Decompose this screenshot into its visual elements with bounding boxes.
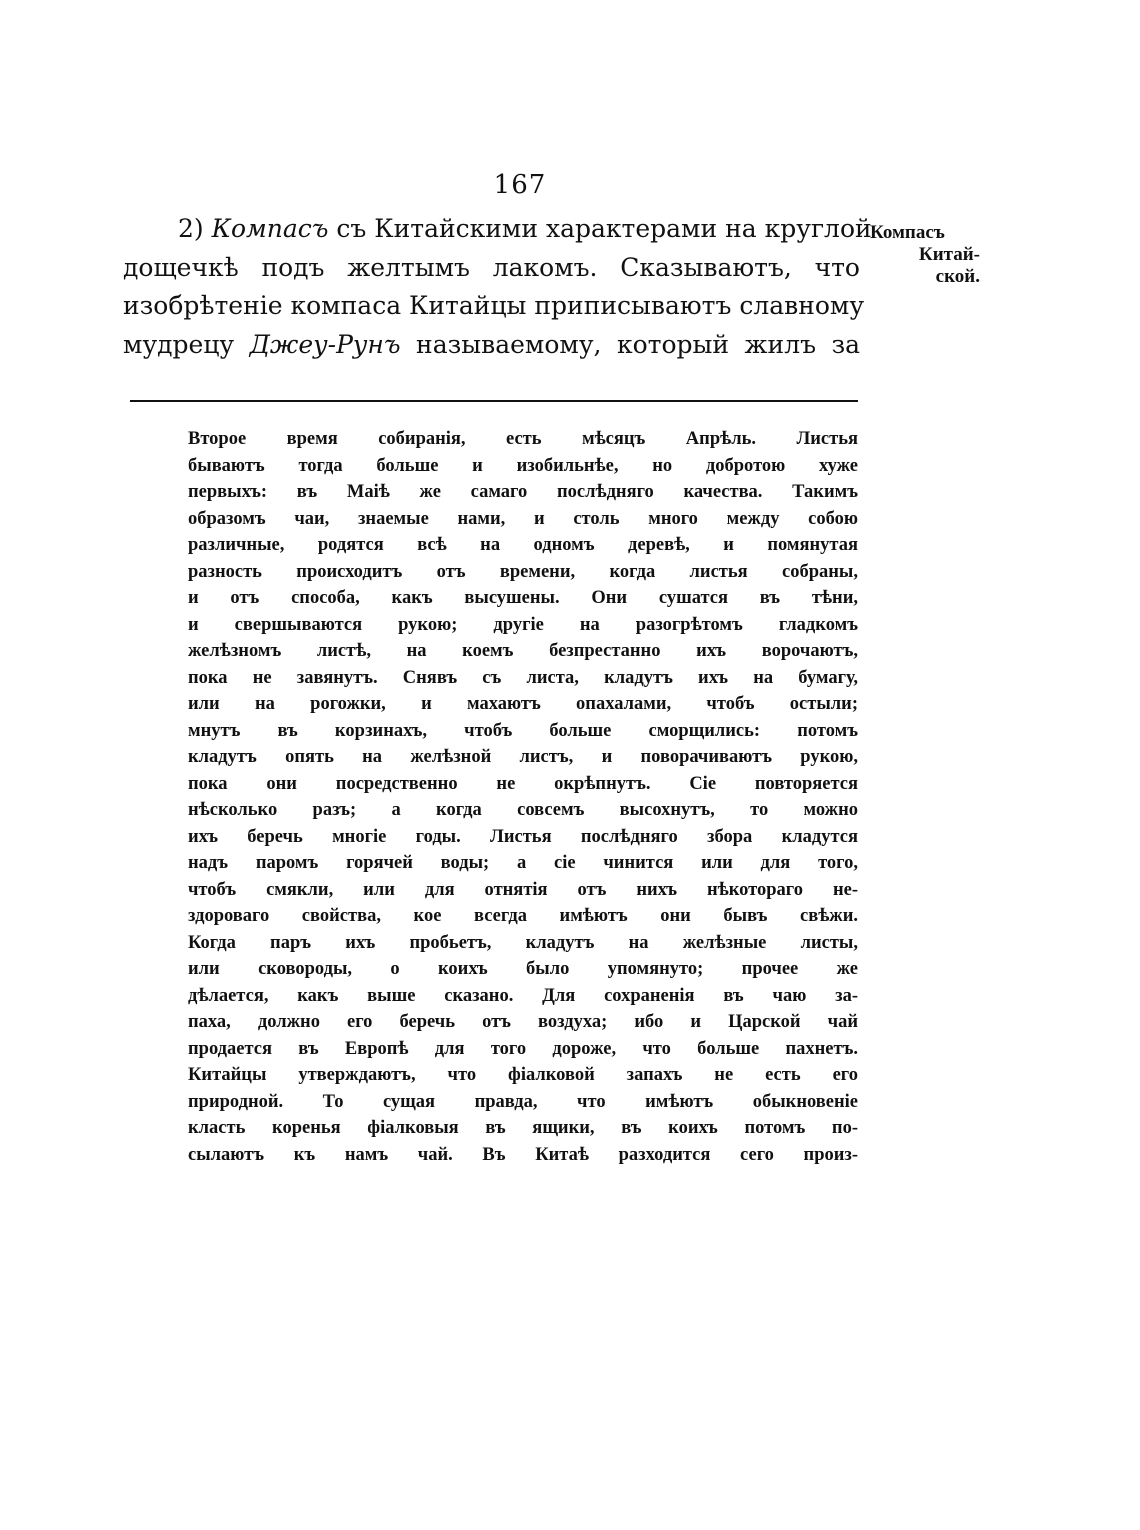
main-line: изобрѣтеніе компаса Китайцы приписываютъ славному (123, 291, 865, 320)
footnote-line: Второе время собиранія, есть мѣсяцъ Апрѣль. Листья (188, 429, 858, 449)
main-line-text: съ Китайскими характерами на круглой (336, 214, 872, 243)
page-number: 167 (493, 170, 547, 200)
footnote-line: Когда паръ ихъ пробьетъ, кладутъ на желѣзные листы, (188, 932, 858, 953)
footnote-line: образомъ чаи, знаемые нами, и столь много между собою (188, 508, 858, 529)
footnote-line: Китайцы утверждаютъ, что фіалковой запахъ не есть его (188, 1065, 858, 1085)
footnote-line: ихъ беречь многіе годы. Листья послѣдняго збора кладутся (188, 826, 858, 847)
footnote-line: кладутъ опять на желѣзной листъ, и поворачиваютъ рукою, (188, 747, 858, 767)
footnote-line: мнутъ въ корзинахъ, чтобъ больше сморщились: потомъ (188, 720, 858, 741)
footnote-line: разность происходитъ отъ времени, когда листья собраны, (188, 561, 858, 582)
person-name: Джеу-Рунъ (249, 329, 401, 359)
footnote-line: пока они посредственно не окрѣпнутъ. Сіе повторяется (188, 773, 858, 794)
footnote-line: или на рогожки, и махаютъ опахалами, чтобъ остыли; (188, 694, 858, 714)
footnote-line: паха, должно его беречь отъ воздуха; ибо и Царской чай (188, 1012, 858, 1032)
footnote-line: класть коренья фіалковыя въ ящики, въ коихъ потомъ по- (188, 1118, 858, 1138)
footnote-divider (130, 400, 858, 402)
footnote-line: здороваго свойства, кое всегда имѣютъ они бывъ свѣжи. (188, 906, 858, 926)
footnote-line: дѣлается, какъ выше сказано. Для сохраненія въ чаю за- (188, 985, 858, 1006)
footnote-line: и отъ способа, какъ высушены. Они сушатся въ тѣни, (188, 588, 858, 608)
footnote-line: и свершываются рукою; другіе на разогрѣтомъ гладкомъ (188, 614, 858, 635)
footnote-line: продается въ Европѣ для того дороже, что больше пахнетъ. (188, 1038, 858, 1059)
footnote-line: различные, родятся всѣ на одномъ деревѣ, и помянутая (188, 535, 858, 555)
main-line: дощечкѣ подъ желтымъ лакомъ. Сказываютъ, что (123, 252, 860, 282)
footnote (188, 426, 858, 1168)
margin-note-line: ской. (935, 266, 980, 287)
footnote-line: сылаютъ къ намъ чай. Въ Китаѣ разходится сего произ- (188, 1144, 858, 1165)
footnote-line: надъ паромъ горячей воды; а сіе чинится или для того, (188, 853, 858, 873)
main-line-text: называемому, который жилъ за (416, 329, 860, 359)
margin-note-line: Китай- (918, 244, 980, 265)
footnote-line: первыхъ: въ Маіѣ же самаго послѣдняго качества. Такимъ (188, 482, 858, 502)
main-line (123, 210, 872, 249)
main-line (123, 326, 860, 365)
item-title: Компасъ (211, 214, 329, 243)
footnote-line: пока не завянутъ. Снявъ съ листа, кладутъ ихъ на бумагу, (188, 667, 858, 688)
footnote-line: нѣсколько разъ; а когда совсемъ высохнутъ, то можно (188, 800, 858, 820)
footnote-line: природной. То сущая правда, что имѣютъ обыкновеніе (188, 1091, 858, 1112)
item-number: 2) (178, 214, 204, 243)
main-text (123, 210, 872, 364)
footnote-line: или сковороды, о коихъ было упомянуто; прочее же (188, 959, 858, 979)
footnote-line: чтобъ смякли, или для отнятія отъ нихъ нѣкотораго не- (188, 879, 858, 900)
footnote-line: желѣзномъ листѣ, на коемъ безпрестанно ихъ ворочаютъ, (188, 641, 858, 661)
footnote-line: бываютъ тогда больше и изобильнѣе, но добротою хуже (188, 455, 858, 476)
margin-note (870, 222, 980, 288)
margin-note-line: Компасъ (870, 222, 945, 243)
main-line-text: мудрецу (123, 329, 235, 359)
